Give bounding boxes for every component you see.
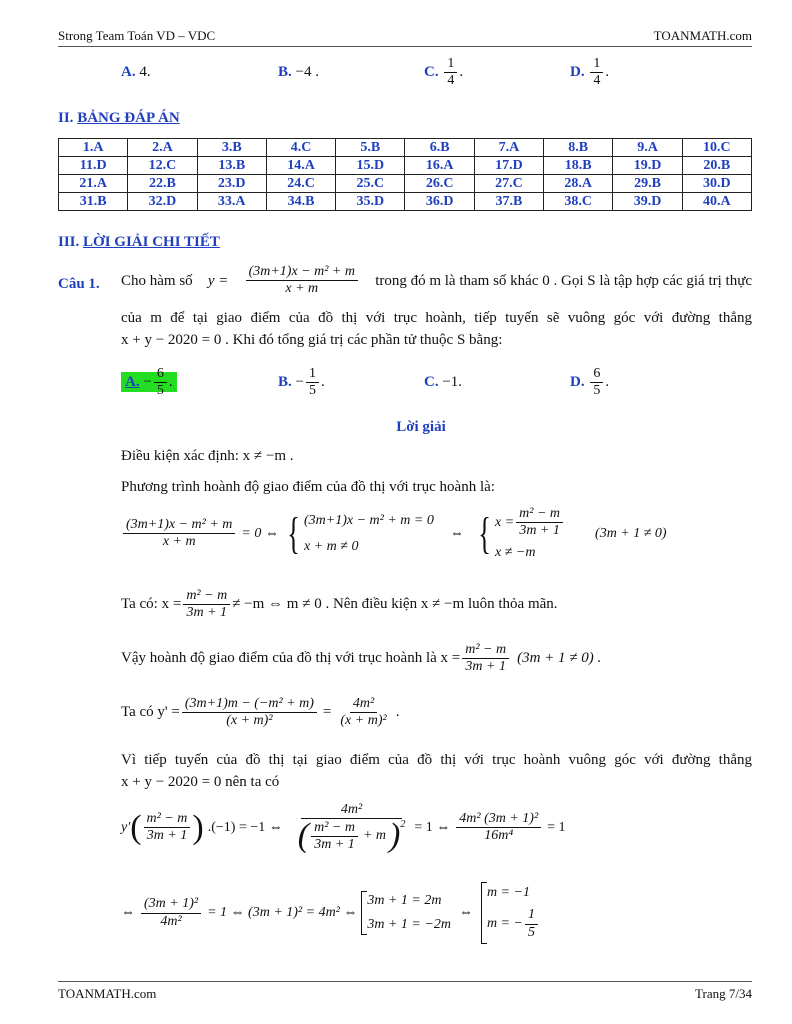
answer-cell: 39.D (613, 193, 682, 211)
intersection-system: $\frac{\text{(3m+1)x − m² + m}}{x + m}$ = 0 ⇔ { (3m+1)x − m² + m = 0 x + m ≠ 0 ⇔ { x = $\frac{\text{m² − m}}{3m + 1}$ x ≠ −m (3m + 1 ≠ 0) (121, 506, 667, 561)
answer-row (59, 175, 752, 193)
answer-cell: 15.D (336, 157, 405, 175)
header-rule (58, 46, 752, 47)
header-right: TOANMATH.com (653, 28, 752, 43)
answer-cell: 19.D (613, 157, 682, 175)
section-solution-heading: III. LỜI GIẢI CHI TIẾT (58, 234, 220, 250)
answer-row (59, 139, 752, 157)
question-line-1: Cho hàm số y = $\frac{\text{(3m+1)x − m² + m}}{x + m}$ trong đó m là tham số khác 0 . Gọi S là tập hợp các giá trị thực (121, 264, 752, 297)
answer-cell: 25.C (336, 175, 405, 193)
answer-cell: 14.A (266, 157, 335, 175)
prev-option-c: C. $\frac{1}{4}$ . (424, 56, 464, 89)
option-d: D. $\frac{6}{5}$ . (570, 366, 610, 399)
option-b: B. − $\frac{1}{5}$ . (278, 366, 325, 399)
answer-cell: 34.B (266, 193, 335, 211)
answer-cell: 36.D (405, 193, 474, 211)
answer-cell: 13.B (197, 157, 266, 175)
answer-cell: 22.B (128, 175, 197, 193)
answer-cell: 40.A (682, 193, 751, 211)
answer-row (59, 157, 752, 175)
answer-cell: 35.D (336, 193, 405, 211)
answer-cell: 38.C (544, 193, 613, 211)
prev-option-b: B. −4 . (278, 64, 319, 80)
answer-cell: 9.A (613, 139, 682, 157)
option-c: C. −1. (424, 374, 463, 390)
answer-cell: 23.D (197, 175, 266, 193)
question-label: Câu 1. (58, 276, 100, 292)
answer-key-table (58, 138, 752, 211)
answer-cell: 3.B (197, 139, 266, 157)
footer-left: TOANMATH.com (58, 986, 157, 1001)
perpendicular-text-line-2: x + y − 2020 = 0 nên ta có (121, 774, 280, 790)
question-line-3: x + y − 2020 = 0 . Khi đó tổng giá trị các phần tử thuộc S bằng: (121, 332, 503, 348)
answer-cell: 33.A (197, 193, 266, 211)
answer-cell: 2.A (128, 139, 197, 157)
header-left: Strong Team Toán VD – VDC (58, 28, 216, 43)
answer-cell: 26.C (405, 175, 474, 193)
answer-cell: 12.C (128, 157, 197, 175)
answer-cell: 5.B (336, 139, 405, 157)
check-condition-line: Ta có: x = $\frac{\text{m² − m}}{3m + 1}$ ≠ −m ⇔ m ≠ 0 . Nên điều kiện x ≠ −m luôn thỏa mãn. (121, 588, 558, 621)
answer-cell: 6.B (405, 139, 474, 157)
answer-cell: 8.B (544, 139, 613, 157)
final-solution-equation: ⇔ $\frac{\text{(3m + 1)²}}{\text{4m²}}$ = 1 ⇔ (3m + 1)² = 4m² ⇔ 3m + 1 = 2m 3m + 1 = −2m ⇔ m = −1 m = − $\frac{1}{5}$ (121, 882, 540, 944)
answer-cell: 29.B (613, 175, 682, 193)
answer-cell: 4.C (266, 139, 335, 157)
answer-cell: 30.D (682, 175, 751, 193)
answer-cell: 17.D (474, 157, 543, 175)
answer-cell: 32.D (128, 193, 197, 211)
footer-page-number: Trang 7/34 (695, 986, 752, 1001)
prev-option-d: D. $\frac{1}{4}$ . (570, 56, 610, 89)
slope-equation: y' ( $\frac{\text{m² − m}}{3m + 1}$ ) .(−1) = −1 ⇔ 4m² ( $\frac{\text{m² − m}}{3m + 1}$ + m ) $^2$ = 1 ⇔ $\frac{\text{4m² (3m + 1)²}}{\text{16m⁴}}$ = 1 (121, 802, 566, 855)
answer-cell: 10.C (682, 139, 751, 157)
answer-cell: 31.B (59, 193, 128, 211)
answer-cell: 7.A (474, 139, 543, 157)
answer-cell: 21.A (59, 175, 128, 193)
footer-rule (58, 981, 752, 982)
answer-row (59, 193, 752, 211)
answer-cell: 28.A (544, 175, 613, 193)
section-answer-key-heading: II. BẢNG ĐÁP ÁN (58, 110, 180, 126)
question-line-2: của m để tại giao điểm của đồ thị với trục hoành, tiếp tuyến sẽ vuông góc với đường thẳng (121, 310, 752, 326)
answer-cell: 18.B (544, 157, 613, 175)
answer-cell: 11.D (59, 157, 128, 175)
answer-cell: 27.C (474, 175, 543, 193)
intersection-abscissa-line: Vậy hoành độ giao điểm của đồ thị với trục hoành là x = $\frac{\text{m² − m}}{3m + 1}$ (3m + 1 ≠ 0) . (121, 642, 602, 675)
domain-condition: Điều kiện xác định: x ≠ −m . (121, 448, 294, 464)
answer-cell: 37.B (474, 193, 543, 211)
answer-cell: 1.A (59, 139, 128, 157)
answer-cell: 20.B (682, 157, 751, 175)
answer-cell: 24.C (266, 175, 335, 193)
perpendicular-text-line-1: Vì tiếp tuyến của đồ thị tại giao điểm của đồ thị với trục hoành vuông góc với đường thẳng (121, 752, 752, 768)
option-a-correct: A. − $\frac{6}{5}$ . (121, 366, 177, 399)
prev-option-a: A. 4. (121, 64, 151, 80)
intersection-equation-intro: Phương trình hoành độ giao điểm của đồ thị với trục hoành là: (121, 479, 495, 495)
solution-heading: Lời giải (396, 419, 446, 435)
derivative-line: Ta có y' = $\frac{\text{(3m+1)m − (−m² + m)}}{\text{(x + m)²}}$ = $\frac{\text{4m²}}{\text{(x + m)²}}$ . (121, 696, 400, 729)
answer-cell: 16.A (405, 157, 474, 175)
